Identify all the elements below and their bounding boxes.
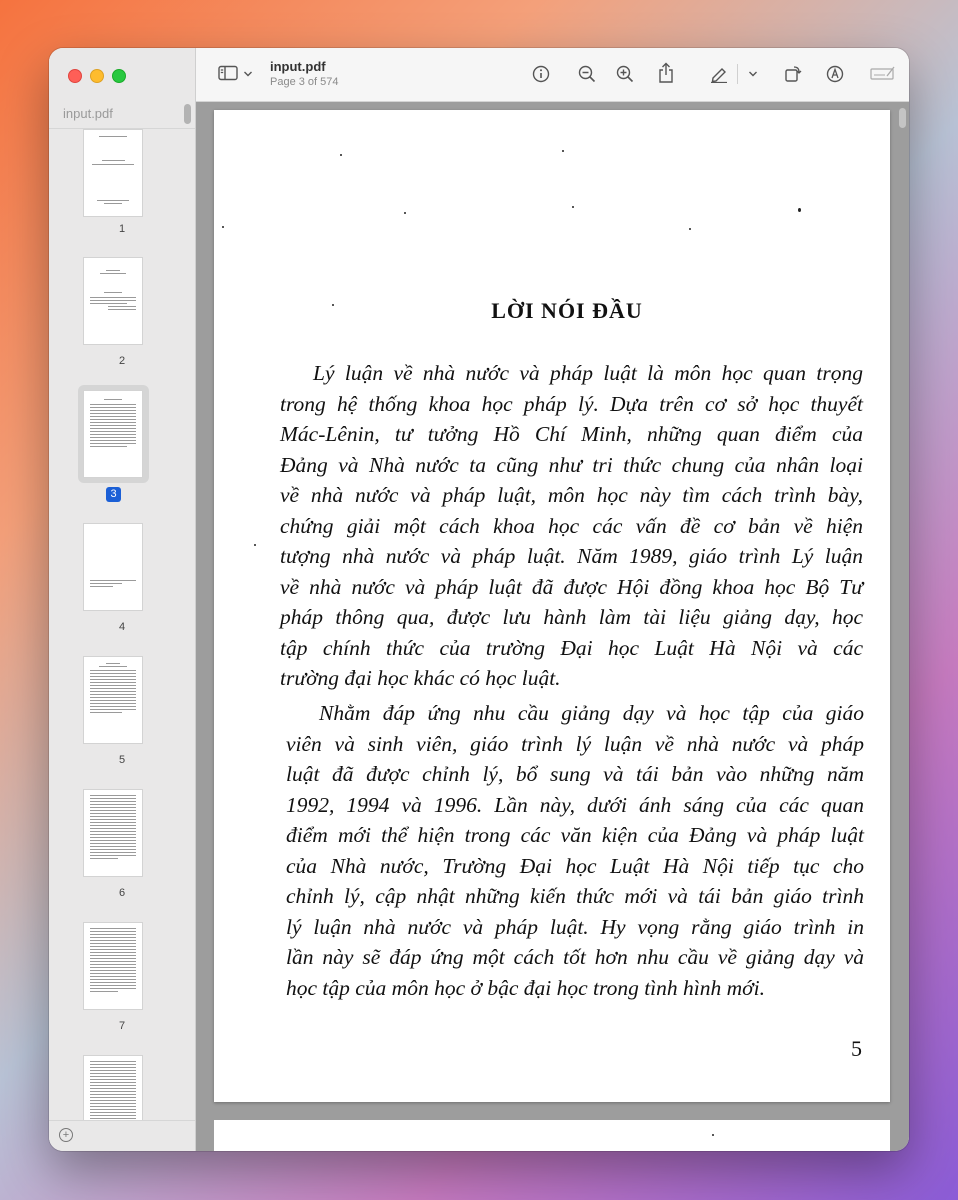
page-thumbnail-3[interactable]	[83, 390, 143, 478]
page-thumbnail-1[interactable]	[83, 129, 143, 217]
zoom-in-icon[interactable]	[615, 65, 635, 83]
page-thumbnail-2[interactable]	[83, 257, 143, 345]
sidebar-chevron-down-icon[interactable]	[242, 65, 254, 83]
page-thumbnail-8[interactable]	[83, 1055, 143, 1121]
thumbnail-label: 6	[118, 887, 126, 899]
highlight-chevron-down-icon[interactable]	[747, 65, 759, 83]
scan-speck	[562, 150, 564, 152]
text-line: Đảng và Nhà nước ta cũng như tri thức chung của nhân loại	[280, 452, 863, 477]
markup-icon[interactable]	[825, 65, 845, 83]
text-line: pháp thông qua, được lưu hành làm tài liệu giảng dạy, học	[280, 605, 863, 629]
page-thumbnail-7[interactable]	[83, 922, 143, 1010]
preview-window	[49, 48, 909, 1151]
zoom-out-icon[interactable]	[577, 65, 597, 83]
scan-speck	[712, 1134, 714, 1136]
text-line: trong hệ thống khoa học pháp lý. Dựa trên cơ sở học thuyết	[280, 391, 863, 416]
text-line: lần này sẽ đáp ứng một cách tốt hơn nhu cầu về giảng dạy và	[286, 945, 864, 969]
scan-speck	[689, 228, 691, 230]
page-thumbnail-4[interactable]	[83, 523, 143, 611]
pdf-page	[214, 110, 890, 1102]
toolbar-separator	[737, 64, 738, 84]
document-view[interactable]	[196, 102, 909, 1151]
text-line: viên và sinh viên, giáo trình lý luận về nhà nước và pháp	[286, 731, 864, 756]
share-icon[interactable]	[656, 62, 676, 80]
thumbnail-label: 5	[118, 754, 126, 766]
close-window-button[interactable]	[68, 69, 82, 83]
text-line: chứng giải một cách khoa học các vấn đề cơ bản về hiện	[280, 513, 863, 538]
next-pdf-page	[214, 1120, 890, 1151]
add-page-icon[interactable]: +	[59, 1128, 73, 1142]
scan-speck	[340, 154, 342, 156]
zoom-window-button[interactable]	[112, 69, 126, 83]
page-thumbnail-5[interactable]	[83, 656, 143, 744]
text-line: lý luận nhà nước và pháp luật. Hy vọng rằng giáo trình in	[286, 914, 864, 939]
signature-icon[interactable]	[870, 65, 896, 83]
text-line: tượng nhà nước và pháp luật. Năm 1989, giáo trình Lý luận	[280, 544, 863, 568]
text-line: trường đại học khác có học luật.	[280, 666, 561, 690]
thumbnail-label: 7	[118, 1020, 126, 1032]
scan-speck	[404, 212, 406, 214]
page-indicator: Page 3 of 574	[270, 76, 339, 88]
document-title: input.pdf	[270, 59, 326, 74]
text-line: Nhằm đáp ứng nhu cầu giảng dạy và học tập của giáo	[319, 701, 864, 725]
text-line: của Nhà nước, Trường Đại học Luật Hà Nội tiếp tục cho	[286, 853, 864, 878]
rotate-icon[interactable]	[783, 65, 803, 83]
scan-speck	[254, 544, 256, 546]
page-thumbnail-6[interactable]	[83, 789, 143, 877]
text-line: Mác-Lênin, tư tưởng Hồ Chí Minh, những quan điểm của	[280, 422, 863, 446]
minimize-window-button[interactable]	[90, 69, 104, 83]
text-line: chỉnh lý, cập nhật những kiến thức mới và tái bản giáo trình	[286, 884, 864, 908]
page-number: 5	[851, 1036, 862, 1061]
info-icon[interactable]	[531, 65, 551, 83]
text-line: học tập của môn học ở bậc đại học trong tình hình mới.	[286, 975, 765, 1000]
toolbar	[196, 48, 909, 102]
text-line: tập chính thức của trường Đại học Luật Hà Nội và các	[280, 635, 863, 660]
sidebar-title: input.pdf	[63, 106, 113, 121]
thumbnail-label: 4	[118, 621, 126, 633]
sidebar-toggle-icon[interactable]	[218, 65, 238, 83]
thumbnail-label: 1	[118, 223, 126, 235]
scan-speck	[222, 226, 224, 228]
document-scrollbar[interactable]	[899, 108, 906, 128]
sidebar-footer	[49, 1120, 195, 1151]
sidebar-scrollbar[interactable]	[184, 104, 191, 124]
thumbnail-label: 2	[118, 355, 126, 367]
thumbnail-list[interactable]	[49, 129, 195, 1121]
text-line: về nhà nước và pháp luật, môn học này tìm cách trình bày,	[280, 483, 863, 507]
thumbnail-sidebar	[49, 48, 196, 1151]
paragraph-2	[286, 698, 864, 1003]
text-line: Lý luận về nhà nước và pháp luật là môn học quan trọng	[313, 361, 863, 385]
page-heading: LỜI NÓI ĐẦU	[491, 298, 643, 323]
scan-speck	[798, 208, 801, 212]
paragraph-1	[280, 358, 863, 694]
highlight-pen-icon[interactable]	[708, 65, 730, 83]
text-line: về nhà nước và pháp luật đã được Hội đồng khoa học Bộ Tư	[280, 574, 863, 599]
scan-speck	[572, 206, 574, 208]
text-line: luật đã được chỉnh lý, bổ sung và tái bản vào những năm	[286, 762, 864, 786]
text-line: điểm mới thể hiện trong các văn kiện của Đảng và pháp luật	[286, 823, 864, 847]
window-controls	[68, 69, 126, 83]
text-line: 1992, 1994 và 1996. Lần này, dưới ánh sáng của các quan	[286, 792, 864, 817]
thumbnail-label-selected: 3	[106, 487, 121, 502]
